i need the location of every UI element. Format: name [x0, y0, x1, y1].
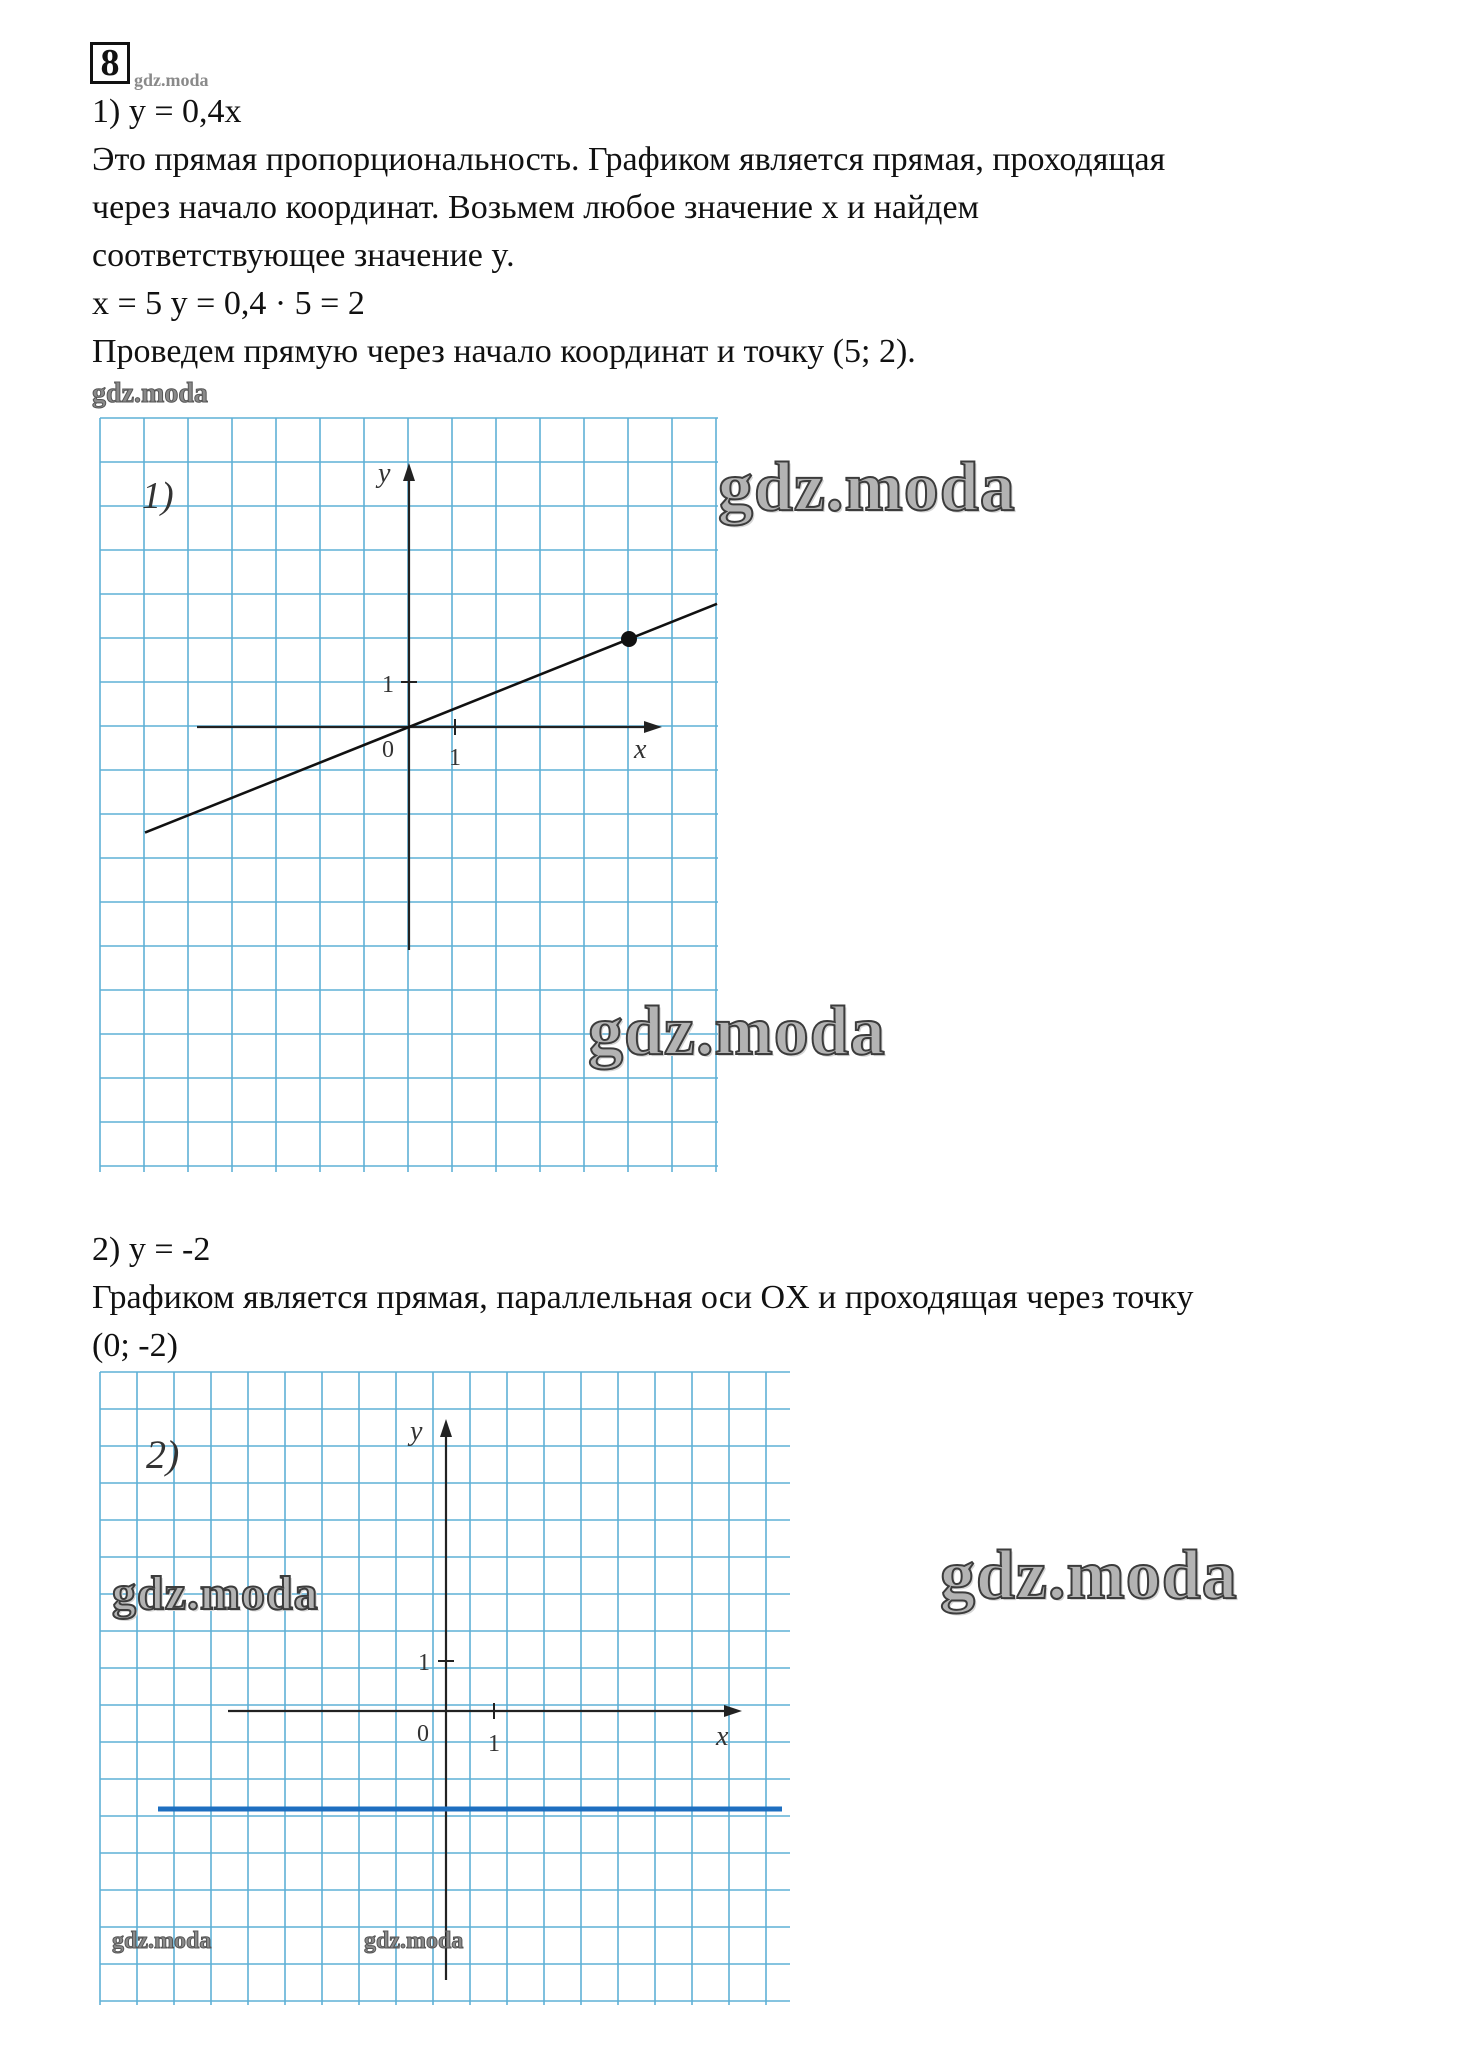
watermark-1: gdz.moda — [92, 378, 208, 409]
watermark-3: gdz.moda — [588, 993, 886, 1070]
watermark-5: gdz.moda — [940, 1537, 1238, 1614]
part2-line-1: Графиком является прямая, параллельная оси OX и проходящая через точку — [92, 1279, 1194, 1316]
watermark-header: gdz.moda — [134, 70, 209, 90]
watermark-4: gdz.moda — [112, 1567, 319, 1620]
part1-line-4: x = 5 y = 0,4 · 5 = 2 — [92, 285, 365, 322]
graph-2-x-tick-label: 1 — [488, 1731, 500, 1757]
watermark-7: gdz.moda — [364, 1928, 464, 1954]
graph-1-y-tick-label: 1 — [382, 672, 394, 698]
graph-2-y-axis-label: y — [410, 1416, 423, 1447]
graph-1-x-axis-label: x — [634, 734, 647, 765]
part2-line-2: (0; -2) — [92, 1327, 178, 1364]
part2-heading: 2) y = -2 — [92, 1231, 211, 1268]
graph-1-y-axis-label: y — [378, 458, 391, 489]
axes-2 — [228, 1419, 742, 1980]
graph-1-label: 1) — [142, 475, 174, 517]
graph-2-x-axis-label: x — [716, 1721, 729, 1752]
watermark-2: gdz.moda — [718, 449, 1016, 526]
part1-line-3: соответствующее значение y. — [92, 237, 515, 274]
graph-2-label: 2) — [146, 1432, 180, 1477]
watermark-6: gdz.moda — [112, 1928, 212, 1954]
part1-heading: 1) y = 0,4x — [92, 93, 242, 130]
graph-1-x-tick-label: 1 — [449, 745, 461, 771]
graph-2-y-tick-label: 1 — [418, 1650, 430, 1676]
part1-line-2: через начало координат. Возьмем любое значение x и найдем — [92, 189, 980, 226]
graph-2-origin-label: 0 — [417, 1721, 429, 1747]
part1-line-1: Это прямая пропорциональность. Графиком является прямая, проходящая — [92, 141, 1166, 178]
task-number: 8 — [90, 42, 130, 84]
part1-line-5: Проведем прямую через начало координат и точку (5; 2). — [92, 333, 916, 370]
graph-1-origin-label: 0 — [382, 737, 394, 763]
